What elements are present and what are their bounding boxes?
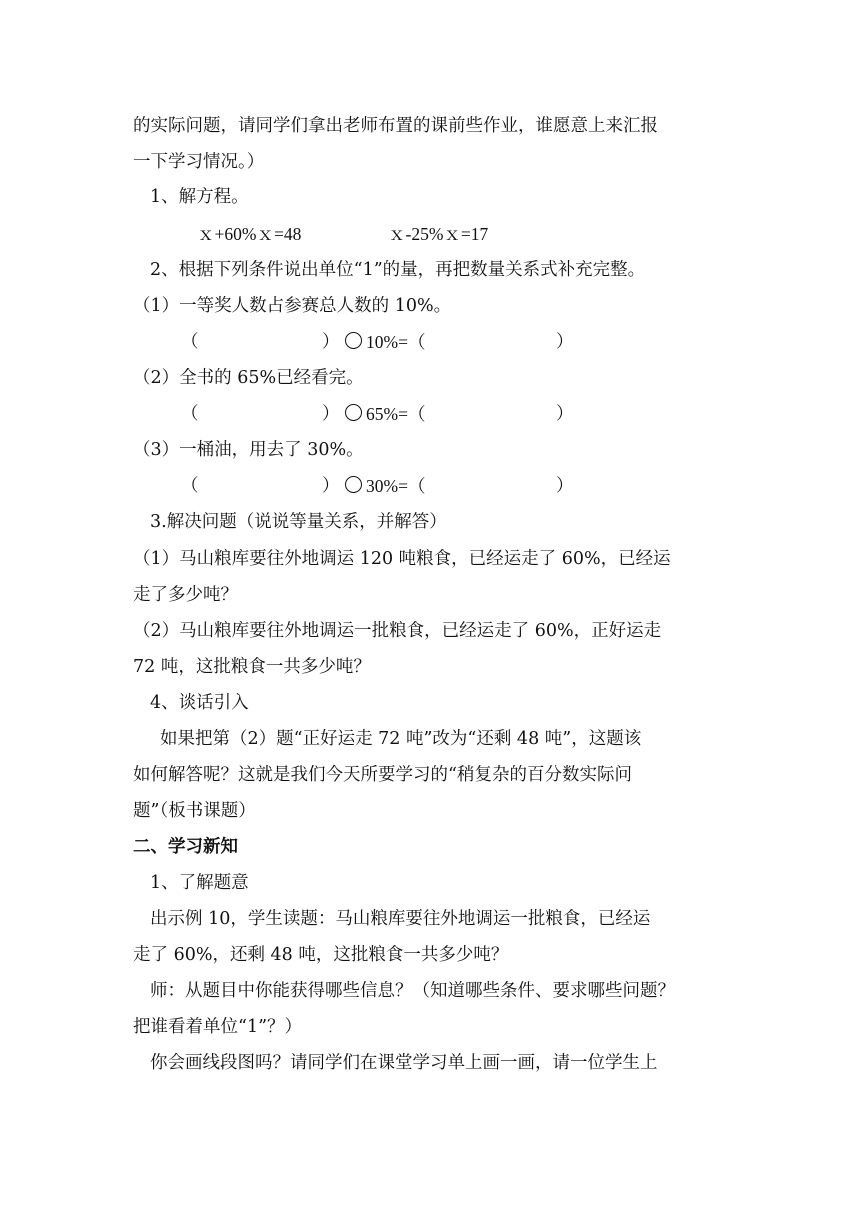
operator-circle-icon [345, 476, 362, 493]
blank-expression: 30%=（ [366, 476, 426, 496]
section-item: 2、根据下列条件说出单位“1”的量，再把数量关系式补充完整。 [150, 260, 646, 280]
paragraph-line: 出示例 10，学生读题：马山粮库要往外地调运一批粮食，已经运 [150, 909, 651, 929]
question-line: （1）一等奖人数占参赛总人数的 10%。 [133, 296, 452, 316]
blank-close-paren: ） [556, 476, 574, 496]
paragraph-line: （2）马山粮库要往外地调运一批粮食，已经运走了 60%，正好运走 [133, 621, 662, 641]
section-item: 1、解方程。 [150, 187, 249, 207]
section-item: 1、了解题意 [150, 873, 249, 893]
section-item: 4、谈话引入 [150, 693, 249, 713]
blank-open-paren: （ [181, 476, 199, 496]
blank-close-paren: ） [556, 332, 574, 352]
paragraph-line: 把谁看着单位“1”？） [133, 1017, 303, 1037]
operator-circle-icon [345, 404, 362, 421]
operator-circle-icon [345, 332, 362, 349]
section-item: 3.解决问题（说说等量关系，并解答） [150, 512, 447, 532]
blank-open-paren: （ [181, 332, 199, 352]
blank-close-paren: ） [556, 404, 574, 424]
paragraph-line: 走了多少吨？ [133, 585, 238, 605]
paragraph-line: 走了 60%，还剩 48 吨，这批粮食一共多少吨？ [133, 945, 509, 965]
paragraph-line: 的实际问题，请同学们拿出老师布置的课前些作业，谁愿意上来汇报 [133, 116, 658, 136]
section-heading: 二、学习新知 [133, 837, 238, 857]
blank-close-paren: ） [322, 332, 340, 352]
paragraph-line: 如何解答呢？这就是我们今天所要学习的“稍复杂的百分数实际问 [133, 765, 632, 785]
paragraph-line: 一下学习情况。） [133, 152, 265, 172]
paragraph-line: 72 吨，这批粮食一共多少吨？ [133, 657, 371, 677]
blank-close-paren: ） [322, 404, 340, 424]
blank-expression: 65%=（ [366, 404, 426, 424]
blank-expression: 10%=（ [366, 332, 426, 352]
paragraph-line: 题”（板书课题） [133, 801, 256, 821]
blank-open-paren: （ [181, 404, 199, 424]
equation: ｘ-25%ｘ=17 [388, 224, 489, 244]
paragraph-line: 你会画线段图吗？请同学们在课堂学习单上画一画，请一位学生上 [150, 1053, 658, 1073]
paragraph-line: 师：从题目中你能获得哪些信息？（知道哪些条件、要求哪些问题？ [150, 981, 675, 1001]
question-line: （3）一桶油，用去了 30%。 [133, 440, 364, 460]
paragraph-line: （1）马山粮库要往外地调运 120 吨粮食，已经运走了 60%，已经运 [133, 549, 671, 569]
blank-close-paren: ） [322, 476, 340, 496]
equation: ｘ+60%ｘ=48 [197, 224, 302, 244]
question-line: （2）全书的 65%已经看完。 [133, 368, 364, 388]
paragraph-line: 如果把第（2）题“正好运走 72 吨”改为“还剩 48 吨”，这题该 [160, 729, 642, 749]
